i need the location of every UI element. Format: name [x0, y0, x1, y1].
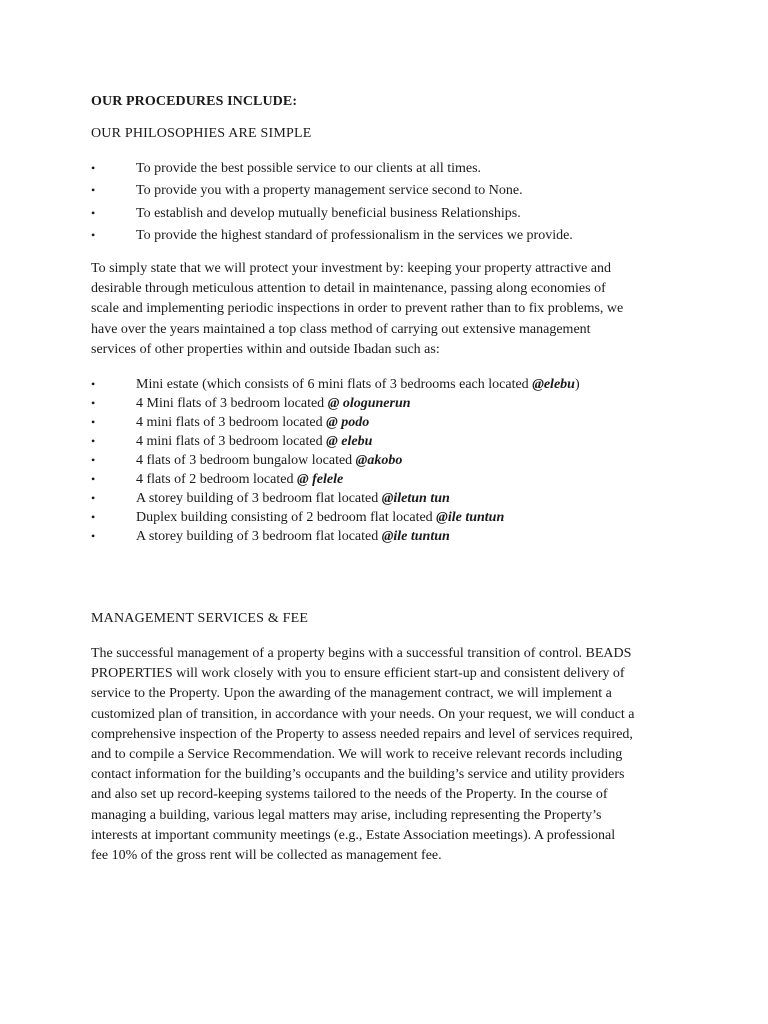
paragraph-line: customized plan of transition, in accordance with your needs. On your request, we will conduct a [91, 706, 635, 722]
property-description: A storey building of 3 bedroom flat located [136, 529, 382, 544]
bullet-icon: • [91, 491, 96, 505]
property-location: @ile tuntun [436, 510, 505, 525]
paragraph-line: fee 10% of the gross rent will be collected as management fee. [91, 848, 442, 864]
paragraph-line: To simply state that we will protect your investment by: keeping your property attractive and [91, 261, 611, 276]
property-location: @ile tuntun [381, 529, 450, 544]
philosophy-text: To provide the best possible service to our clients at all times. [136, 161, 482, 176]
property-location: @akobo [355, 453, 403, 468]
paragraph-line: scale and implementing periodic inspections in order to prevent rather than to fix problems, we [91, 301, 624, 317]
paragraph-line: comprehensive inspection of the Property to assess needed repairs and level of services required, [91, 726, 633, 742]
bullet-icon: • [91, 510, 96, 524]
property-description: Mini estate (which consists of 6 mini flats of 3 bedrooms each located [136, 377, 533, 392]
paragraph-line: services of other properties within and outside Ibadan such as: [91, 341, 440, 357]
bullet-icon: • [91, 453, 96, 467]
property-description: A storey building of 3 bedroom flat located [136, 491, 382, 506]
property-description: 4 mini flats of 3 bedroom located [136, 434, 327, 449]
paragraph-line: desirable through meticulous attention to detail in maintenance, passing along economies of [91, 281, 606, 297]
paragraph-line: contact information for the building’s occupants and the building’s service and utility providers [91, 767, 625, 783]
property-location: @elebu [532, 377, 575, 392]
paragraph-line: interests at important community meetings (e.g., Estate Association meetings). A professional [91, 827, 616, 843]
procedures-heading: OUR PROCEDURES INCLUDE: [91, 94, 298, 109]
property-location: @ podo [326, 415, 370, 430]
property-location: @ felele [296, 472, 344, 487]
bullet-icon: • [91, 529, 96, 543]
property-description: 4 flats of 3 bedroom bungalow located [136, 453, 356, 468]
property-description: 4 Mini flats of 3 bedroom located [136, 396, 328, 411]
bullet-icon: • [91, 227, 96, 242]
philosophy-text: To establish and develop mutually beneficial business Relationships. [136, 205, 521, 221]
bullet-icon: • [91, 377, 96, 391]
property-location: @iletun tun [381, 491, 450, 506]
paragraph-line: and also set up record-keeping systems tailored to the needs of the Property. In the course of [91, 787, 608, 803]
management-paragraph [91, 644, 671, 866]
property-suffix: ) [574, 377, 580, 392]
philosophies-heading: OUR PHILOSOPHIES ARE SIMPLE [91, 126, 312, 141]
bullet-icon: • [91, 205, 96, 220]
paragraph-line: service to the Property. Upon the awarding of the management contract, we will implement a [91, 686, 612, 702]
paragraph-line: The successful management of a property begins with a successful transition of control. BEADS [91, 646, 632, 661]
philosophy-text: To provide the highest standard of professionalism in the services we provide. [136, 227, 573, 243]
property-description: 4 flats of 2 bedroom located [136, 472, 297, 487]
bullet-icon: • [91, 396, 96, 410]
bullet-icon: • [91, 472, 96, 486]
management-heading: MANAGEMENT SERVICES & FEE [91, 611, 309, 626]
property-location: @ ologunerun [327, 396, 411, 411]
bullet-icon: • [91, 434, 96, 448]
property-description: Duplex building consisting of 2 bedroom flat located [136, 510, 437, 525]
philosophy-text: To provide you with a property management service second to None. [136, 183, 523, 199]
property-description: 4 mini flats of 3 bedroom located [136, 415, 327, 430]
bullet-icon: • [91, 415, 96, 429]
paragraph-line: PROPERTIES will work closely with you to ensure efficient start-up and consistent delivery of [91, 666, 625, 682]
bullet-icon: • [91, 161, 96, 175]
paragraph-line: managing a building, various legal matters may arise, including representing the Property’s [91, 807, 602, 823]
paragraph-line: have over the years maintained a top class method of carrying out extensive management [91, 321, 591, 337]
paragraph-line: and to compile a Service Recommendation. We will work to receive relevant records including [91, 747, 623, 763]
property-location: @ elebu [326, 434, 373, 449]
investment-paragraph [91, 259, 671, 360]
bullet-icon: • [91, 183, 96, 198]
